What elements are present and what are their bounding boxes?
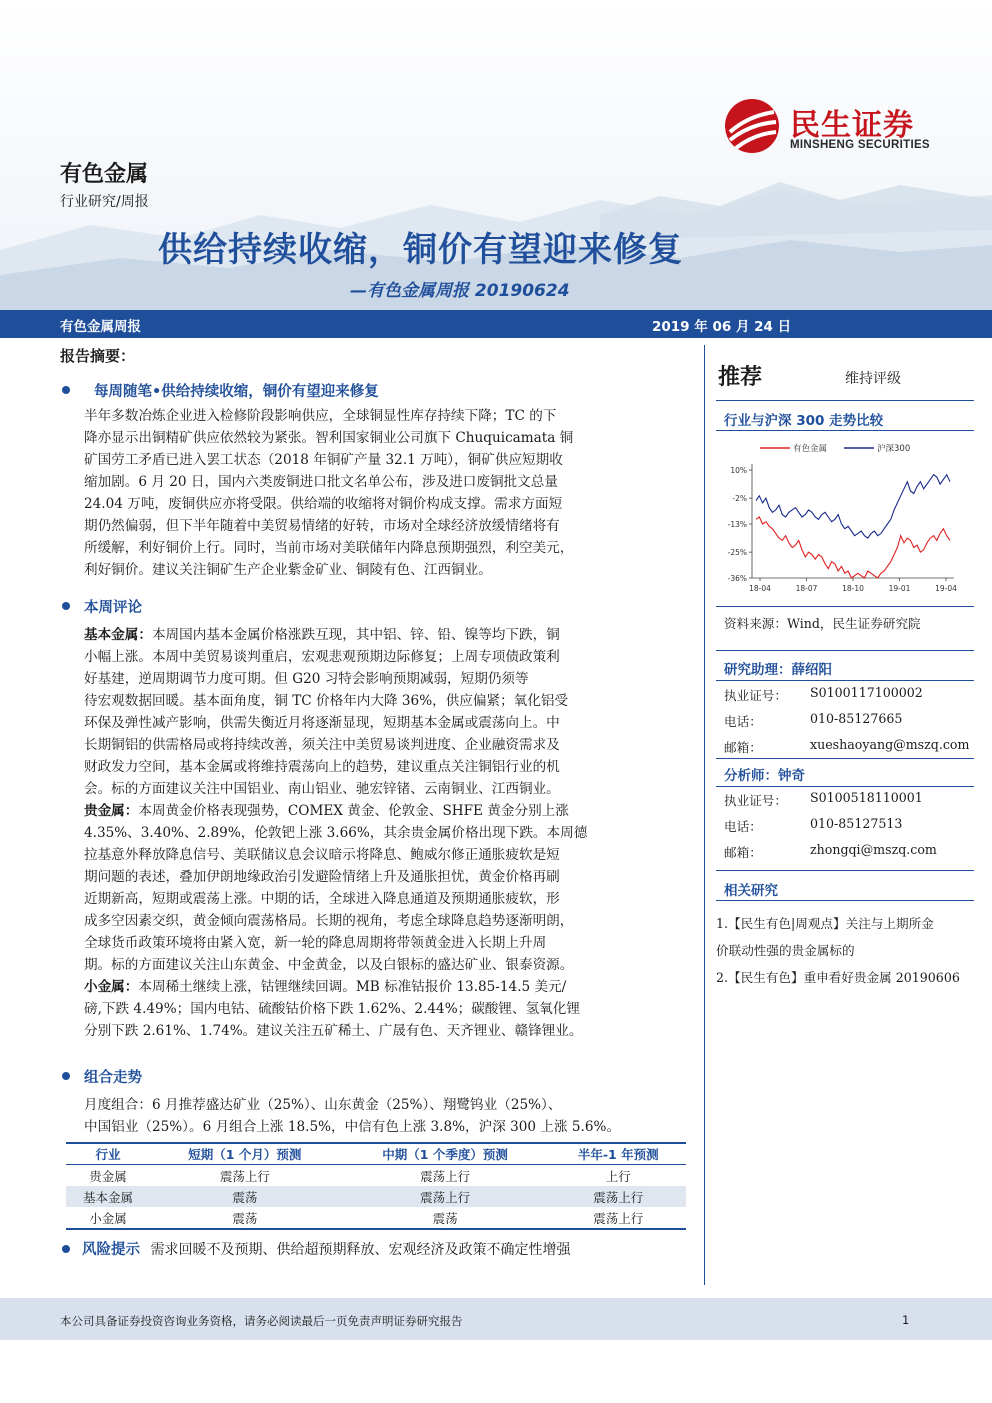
table-cell: 震荡 — [340, 1207, 551, 1229]
table-row — [66, 1186, 686, 1207]
text-line: 期问题的表述，叠加伊朗地缘政治引发避险情绪上升及通胀担忧，黄金价格再刷 — [84, 869, 560, 885]
text-line: 近期新高，短期或震荡上涨。中期的话，全球进入降息通道及预期通胀疲软，形 — [84, 891, 560, 907]
related-item[interactable]: 价联动性强的贵金属标的 — [716, 943, 855, 958]
chart-source: 资料来源：Wind，民生证券研究院 — [724, 616, 921, 631]
text-line: 中国铝业（25%）。6 月组合上涨 18.5%，中信有色上涨 3.8%，沪深 300 上涨 5.6%。 — [84, 1119, 621, 1135]
divider — [716, 430, 974, 431]
text-line: 贵金属：本周黄金价格表现强势，COMEX 黄金、伦敦金、SHFE 黄金分别上涨 — [84, 803, 569, 819]
divider — [716, 786, 974, 787]
minor-metals-label: 小金属： — [84, 979, 139, 995]
review-heading: 本周评论 — [84, 600, 142, 616]
assistant-phone-value: 010-85127665 — [810, 711, 903, 726]
table-cell: 小金属 — [66, 1207, 150, 1229]
summary-heading: 报告摘要： — [60, 347, 136, 365]
page-number: 1 — [902, 1313, 910, 1327]
text-line: 缩加剧。6 月 20 日，国内六类废铜进口批文名单公布，涉及进口废铜批文总量 — [84, 474, 558, 490]
table-cell: 上行 — [605, 1168, 631, 1184]
bar-report-name: 有色金属周报 — [60, 319, 141, 335]
table-cell: 震荡 — [150, 1186, 340, 1207]
text-line: 基本金属：本周国内基本金属价格涨跌互现，其中铝、锌、铅、镍等均下跌，铜 — [84, 627, 560, 643]
table-cell: 震荡 — [150, 1207, 340, 1229]
y-tick-label: -2% — [732, 494, 747, 504]
analyst-phone-label: 电话： — [724, 819, 762, 834]
text-line: 降亦显示出铜精矿供应依然较为紧张。智利国家铜业公司旗下 Chuquicamata 铜 — [84, 430, 574, 446]
table-header: 行业 — [66, 1143, 150, 1165]
divider — [716, 680, 974, 681]
analyst-email-value[interactable]: zhongqi@mszq.com — [810, 842, 937, 857]
forecast-table — [66, 1142, 686, 1230]
weekly-paragraph — [84, 405, 688, 581]
portfolio-paragraph — [84, 1094, 688, 1138]
report-subtitle: —有色金属周报 20190624 — [350, 281, 570, 301]
assistant-phone-label: 电话： — [724, 714, 762, 729]
text-line: 所缓解，利好铜价上行。同时，当前市场对美联储年内降息预期强烈，利空美元， — [84, 540, 574, 556]
table-row — [66, 1165, 686, 1187]
legend-label: 有色金属 — [793, 444, 828, 454]
text-line: 成多空因素交织，黄金倾向震荡格局。长期的视角，考虑全球降息趋势逐渐明朗， — [84, 913, 574, 929]
text-line: 拉基意外释放降息信号、美联储议息会议暗示将降息、鲍威尔修正通胀疲软是短 — [84, 847, 560, 863]
divider — [716, 900, 974, 901]
logo-subtitle: MINSHENG SECURITIES — [790, 139, 930, 151]
series-line-nonferrous — [756, 517, 950, 578]
text-line: 期仍然偏弱，但下半年随着中美贸易情绪的好转，市场对全球经济放缓情绪将有 — [84, 518, 560, 534]
text-line: 会。标的方面建议关注中国铝业、南山铝业、驰宏锌锗、云南铜业、江西铜业。 — [84, 781, 560, 797]
bullet-icon — [62, 1072, 70, 1080]
assistant-email-label: 邮箱： — [724, 740, 762, 755]
text-line: 全球货币政策环境将由紧入宽，新一轮的降息周期将带领黄金进入长期上升周 — [84, 935, 547, 951]
table-header: 短期（1 个月）预测 — [150, 1143, 340, 1165]
footer-disclaimer: 本公司具备证券投资咨询业务资格，请务必阅读最后一页免责声明证券研究报告 — [60, 1314, 463, 1328]
base-metals-label: 基本金属： — [84, 627, 152, 643]
report-type: 行业研究/周报 — [60, 194, 149, 210]
header-bar — [0, 310, 992, 338]
table-cell: 贵金属 — [89, 1168, 127, 1184]
bullet-icon — [62, 602, 70, 610]
related-heading: 相关研究 — [724, 883, 778, 899]
rating-note: 维持评级 — [845, 371, 901, 387]
risk-heading: 风险提示 — [82, 1242, 140, 1258]
divider — [716, 870, 974, 871]
table-cell: 震荡上行 — [420, 1168, 471, 1184]
report-title: 供给持续收缩，铜价有望迎来修复 — [158, 230, 683, 270]
risk-text: 需求回暖不及预期、供给超预期释放、宏观经济及政策不确定性增强 — [150, 1242, 571, 1258]
analyst-cert-value: S0100518110001 — [810, 790, 923, 805]
y-tick-label: -13% — [727, 520, 747, 529]
table-header: 中期（1 个季度）预测 — [340, 1143, 551, 1165]
text-line: 期。标的方面建议关注山东黄金、中金黄金，以及白银标的盛达矿业、银泰资源。 — [84, 957, 574, 973]
related-item[interactable]: 2.【民生有色】重申看好贵金属 20190606 — [716, 970, 960, 985]
x-tick-label: 19-01 — [888, 584, 911, 593]
text-line: 小金属：本周稀土继续上涨，钴锂继续回调。MB 标准钴报价 13.85-14.5 美元/ — [84, 979, 567, 995]
precious-metals-label: 贵金属： — [84, 803, 139, 819]
assistant-email-value[interactable]: xueshaoyang@mszq.com — [810, 737, 970, 752]
bullet-icon — [62, 386, 70, 394]
y-tick-label: 10% — [730, 466, 747, 475]
assistant-cert-value: S0100117100002 — [810, 685, 923, 700]
table-row — [66, 1207, 686, 1229]
risk-line — [82, 1238, 570, 1259]
legend-label: 沪深300 — [877, 444, 911, 454]
text-line: 半年多数冶炼企业进入检修阶段影响供应，全球铜显性库存持续下降；TC 的下 — [84, 408, 557, 424]
analyst-phone-value: 010-85127513 — [810, 816, 903, 831]
text-line: 利好铜价。建议关注铜矿生产企业紫金矿业、铜陵有色、江西铜业。 — [84, 562, 492, 578]
x-tick-label: 18-04 — [749, 584, 771, 593]
divider — [716, 606, 974, 607]
assistant-heading: 研究助理：薛绍阳 — [724, 662, 832, 678]
text-line: 月度组合：6 月推荐盛达矿业（25%）、山东黄金（25%）、翔鹭钨业（25%）、 — [84, 1097, 562, 1113]
y-tick-label: -36% — [727, 574, 747, 583]
table-cell: 震荡上行 — [340, 1186, 551, 1207]
footer-bar — [0, 1298, 992, 1340]
table-cell: 震荡上行 — [219, 1168, 270, 1184]
y-tick-label: -25% — [727, 548, 747, 558]
series-line-csi300 — [756, 475, 950, 538]
x-tick-label: 18-07 — [795, 584, 818, 593]
table-cell: 震荡上行 — [550, 1207, 686, 1229]
weekly-heading: 每周随笔•供给持续收缩，铜价有望迎来修复 — [94, 384, 379, 400]
text-line: 矿国劳工矛盾已进入罢工状态（2018 年铜矿产量 32.1 万吨），铜矿供应短期收 — [84, 452, 563, 468]
table-header-row — [66, 1143, 686, 1165]
text-line: 小幅上涨。本周中美贸易谈判重启，宏观悲观预期边际修复；上周专项债政策利 — [84, 649, 560, 665]
text-line: 24.04 万吨，废铜供应亦将受限。供给端的收缩将对铜价构成支撑。需求方面短 — [84, 496, 563, 512]
bullet-icon — [62, 1245, 70, 1253]
analyst-cert-label: 执业证号： — [724, 793, 787, 808]
x-tick-label: 18-10 — [842, 584, 864, 593]
related-list — [716, 910, 978, 991]
x-tick-label: 19-04 — [935, 584, 957, 593]
divider — [716, 400, 974, 401]
sector-name: 有色金属 — [60, 162, 149, 187]
divider — [716, 650, 974, 651]
portfolio-heading: 组合走势 — [84, 1070, 142, 1086]
rating: 推荐 — [718, 365, 763, 390]
report-date: 2019 年 06 月 24 日 — [652, 319, 792, 335]
table-cell: 基本金属 — [66, 1186, 150, 1207]
analyst-email-label: 邮箱： — [724, 845, 762, 860]
text-line: 分别下跌 2.61%、1.74%。建议关注五矿稀土、广晟有色、天齐锂业、赣锋锂业。 — [84, 1023, 583, 1039]
review-paragraph — [84, 624, 688, 1042]
logo-name: 民生证券 — [790, 108, 914, 143]
text-line: 长期铜铝的供需格局或将持续改善，须关注中美贸易谈判进度、企业融资需求及 — [84, 737, 560, 753]
text-line: 环保及弹性减产影响，供需失衡近月将逐渐显现，短期基本金属或震荡向上。中 — [84, 715, 560, 731]
assistant-cert-label: 执业证号： — [724, 688, 787, 703]
text-line: 财政发力空间，基本金属或将维持震荡向上的趋势，建议重点关注铜铝行业的机 — [84, 759, 560, 775]
chart-heading: 行业与沪深 300 走势比较 — [724, 413, 884, 429]
column-divider — [704, 345, 705, 1285]
analyst-heading: 分析师：钟奇 — [724, 768, 805, 784]
divider — [716, 758, 974, 759]
minsheng-logo-icon — [722, 98, 782, 154]
text-line: 好基建，逆周期调节力度可期。但 G20 习特会影响预期减弱，短期仍须等 — [84, 671, 529, 687]
text-line: 待宏观数据回暖。基本面角度，铜 TC 价格年内大降 36%，供应偏紧；氧化铝受 — [84, 693, 569, 709]
related-item[interactable]: 1.【民生有色|周观点】关注与上期所金 — [716, 916, 934, 931]
trend-chart — [716, 436, 974, 604]
table-cell: 震荡上行 — [550, 1186, 686, 1207]
text-line: 4.35%、3.40%、2.89%，伦敦钯上涨 3.66%，其余贵金属价格出现下跌。本周德 — [84, 825, 588, 841]
text-line: 磅,下跌 4.49%；国内电钴、硫酸钴价格下跌 1.62%、2.44%；碳酸锂、氢氧化锂 — [84, 1001, 580, 1017]
table-header: 半年-1 年预测 — [550, 1143, 686, 1165]
